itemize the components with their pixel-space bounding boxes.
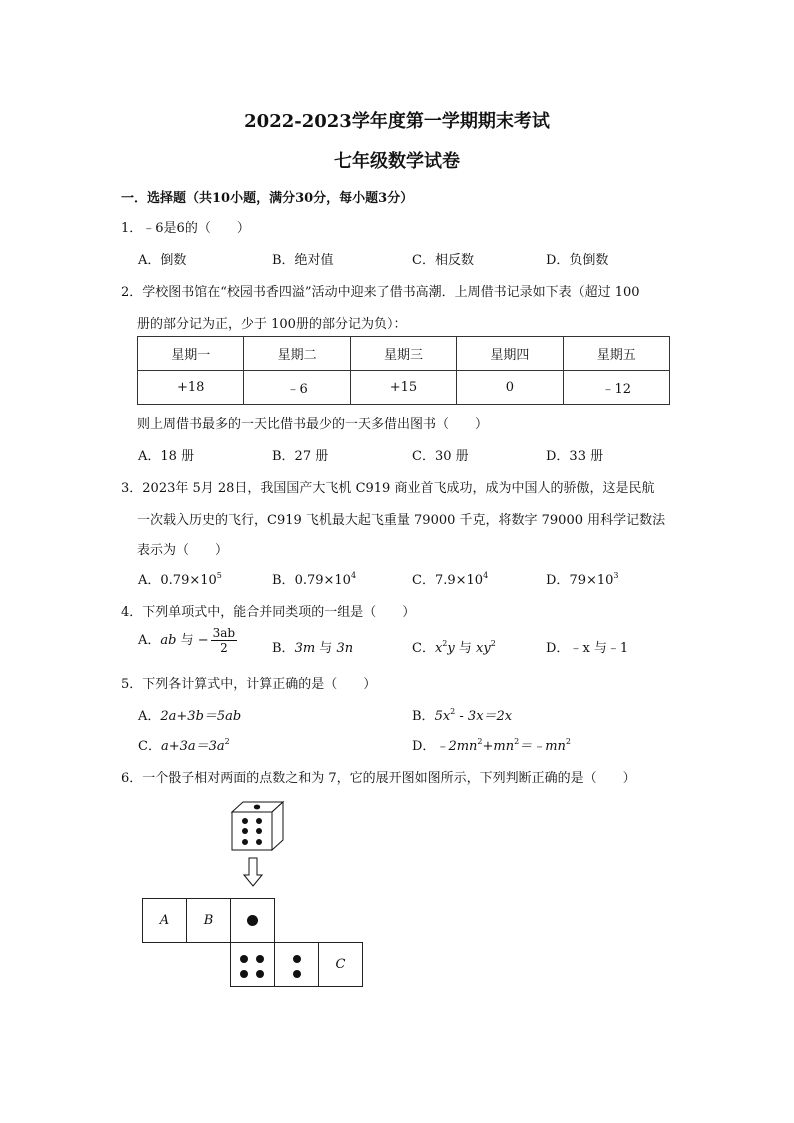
question-stem-line-2: 一次载入历史的飞行，C919 飞机最大起飞重量 79000 千克，将数字 79000 用科学记数法 xyxy=(137,513,666,528)
option-c xyxy=(412,637,496,656)
option-exponent: 3 xyxy=(613,571,619,580)
connector: 与 xyxy=(176,633,198,648)
term: xy xyxy=(476,641,491,656)
net-pip xyxy=(256,970,264,978)
net-face-one-pip xyxy=(230,898,275,943)
option-label: A． xyxy=(138,573,161,588)
net-face-two-pips xyxy=(274,942,319,987)
net-face-a xyxy=(142,898,187,943)
option-label: B． xyxy=(272,573,295,588)
expression: +mn xyxy=(482,739,515,754)
library-table xyxy=(137,336,670,405)
minus-sign: − xyxy=(197,633,209,648)
net-pip xyxy=(293,970,301,978)
exponent: 2 xyxy=(224,737,230,746)
expression: 2a+3b＝5ab xyxy=(160,709,242,724)
term: 3n xyxy=(336,641,354,656)
term: ab xyxy=(160,633,177,648)
option-d xyxy=(412,735,571,754)
term: y xyxy=(447,641,455,656)
term: 3m xyxy=(294,641,316,656)
question-stem-line-1: 2．学校图书馆在“校园书香四溢”活动中迎来了借书高潮．上周借书记录如下表（超过 100 xyxy=(121,285,640,300)
net-face-label: A xyxy=(159,913,170,928)
question-stem: 4．下列单项式中，能合并同类项的一组是（ ） xyxy=(121,605,416,620)
option-label: A． xyxy=(138,709,161,724)
option-b: B．绝对值 xyxy=(272,253,334,268)
net-pip xyxy=(293,955,301,963)
table-cell: 0 xyxy=(457,371,563,405)
option-exponent: 5 xyxy=(216,571,222,580)
question-stem: 5．下列各计算式中，计算正确的是（ ） xyxy=(121,677,377,692)
exam-subtitle: 七年级数学试卷 xyxy=(334,151,460,172)
option-a: A．18 册 xyxy=(138,449,195,464)
table-cell: ﹣12 xyxy=(563,371,669,405)
net-pip xyxy=(240,970,248,978)
option-d: D．负倒数 xyxy=(546,253,609,268)
table-header-cell: 星期一 xyxy=(138,337,244,371)
dice-pip xyxy=(256,839,262,845)
net-face-c xyxy=(318,942,363,987)
dice-illustration xyxy=(228,800,288,852)
table-cell: ﹣6 xyxy=(244,371,350,405)
option-label: D． xyxy=(546,641,570,656)
dice-pip xyxy=(256,818,262,824)
table-header-cell: 星期四 xyxy=(457,337,563,371)
net-pip xyxy=(256,955,264,963)
expression: - 3x＝2x xyxy=(455,709,513,724)
exponent: 2 xyxy=(450,707,456,716)
question-stem-line-2: 册的部分记为正，少于 100册的部分记为负）： xyxy=(137,317,407,332)
option-c xyxy=(412,569,488,588)
fraction-numerator: 3ab xyxy=(212,626,236,640)
fraction xyxy=(211,627,237,654)
net-pip xyxy=(240,955,248,963)
option-a: A．倒数 xyxy=(138,253,187,268)
option-b xyxy=(272,637,353,656)
table-header-cell: 星期三 xyxy=(350,337,456,371)
table-cell: +15 xyxy=(350,371,456,405)
option-c xyxy=(138,735,230,754)
option-a xyxy=(138,705,241,724)
option-label: D． xyxy=(412,739,436,754)
option-label: C． xyxy=(412,573,435,588)
option-b: B．27 册 xyxy=(272,449,329,464)
option-exponent: 4 xyxy=(483,571,489,580)
net-face-b xyxy=(186,898,231,943)
table-cell: +18 xyxy=(138,371,244,405)
connector: 与 xyxy=(454,641,477,656)
net-pip xyxy=(247,915,258,926)
option-d: D．33 册 xyxy=(546,449,604,464)
connector: 与 xyxy=(315,641,337,656)
table-header-row xyxy=(138,337,670,371)
dice-pip xyxy=(242,839,248,845)
question-stem: 1．﹣6是6的（ ） xyxy=(121,221,250,236)
option-base: 0.79×10 xyxy=(160,573,217,588)
option-c: C．相反数 xyxy=(412,253,474,268)
section-heading: 一．选择题（共10小题，满分30分，每小题3分） xyxy=(121,191,414,206)
dice-front-face xyxy=(232,812,272,850)
down-arrow-icon xyxy=(243,857,263,887)
option-d xyxy=(546,569,619,588)
table-value-row xyxy=(138,371,670,405)
option-d xyxy=(546,637,628,656)
question-stem-line-1: 3．2023年 5月 28日，我国国产大飞机 C919 商业首飞成功，成为中国人的骄傲，这是民航 xyxy=(121,481,655,496)
question-stem: 6．一个骰子相对两面的点数之和为 7，它的展开图如图所示，下列判断正确的是（ ） xyxy=(121,771,636,786)
net-face-label: C xyxy=(335,957,346,972)
dice-pip xyxy=(256,828,262,834)
option-base: 7.9×10 xyxy=(434,573,484,588)
exponent: 2 xyxy=(442,639,448,648)
option-c: C．30 册 xyxy=(412,449,469,464)
option-label: C． xyxy=(412,641,435,656)
expression: 5x xyxy=(434,709,451,724)
fraction-denominator: 2 xyxy=(220,641,228,655)
option-a xyxy=(138,569,222,588)
dice-pip xyxy=(242,828,248,834)
dice-pip xyxy=(242,818,248,824)
option-b xyxy=(412,705,512,724)
expression: ﹣2mn xyxy=(435,739,478,754)
option-text: ﹣x 与﹣1 xyxy=(569,641,629,656)
term: x xyxy=(434,641,443,656)
option-label: A． xyxy=(138,633,161,648)
exponent: 2 xyxy=(490,639,496,648)
exam-title: 2022-2023学年度第一学期期末考试 xyxy=(244,111,550,132)
option-base: 79×10 xyxy=(569,573,614,588)
option-label: B． xyxy=(412,709,435,724)
table-header-cell: 星期二 xyxy=(244,337,350,371)
dice-top-pip xyxy=(254,805,260,810)
expression: a+3a＝3a xyxy=(160,739,225,754)
option-a xyxy=(138,627,237,654)
exponent: 2 xyxy=(565,737,571,746)
question-prompt: 则上周借书最多的一天比借书最少的一天多借出图书（ ） xyxy=(137,417,489,432)
option-label: C． xyxy=(138,739,161,754)
table-header-cell: 星期五 xyxy=(563,337,669,371)
question-stem-line-3: 表示为（ ） xyxy=(137,543,229,558)
net-face-label: B xyxy=(203,913,214,928)
option-b xyxy=(272,569,356,588)
option-label: B． xyxy=(272,641,295,656)
exponent: 2 xyxy=(514,737,520,746)
exponent: 2 xyxy=(477,737,483,746)
net-face-four-pips xyxy=(230,942,275,987)
option-label: D． xyxy=(546,573,570,588)
expression: ＝﹣mn xyxy=(519,739,566,754)
option-base: 0.79×10 xyxy=(294,573,351,588)
option-exponent: 4 xyxy=(350,571,357,580)
